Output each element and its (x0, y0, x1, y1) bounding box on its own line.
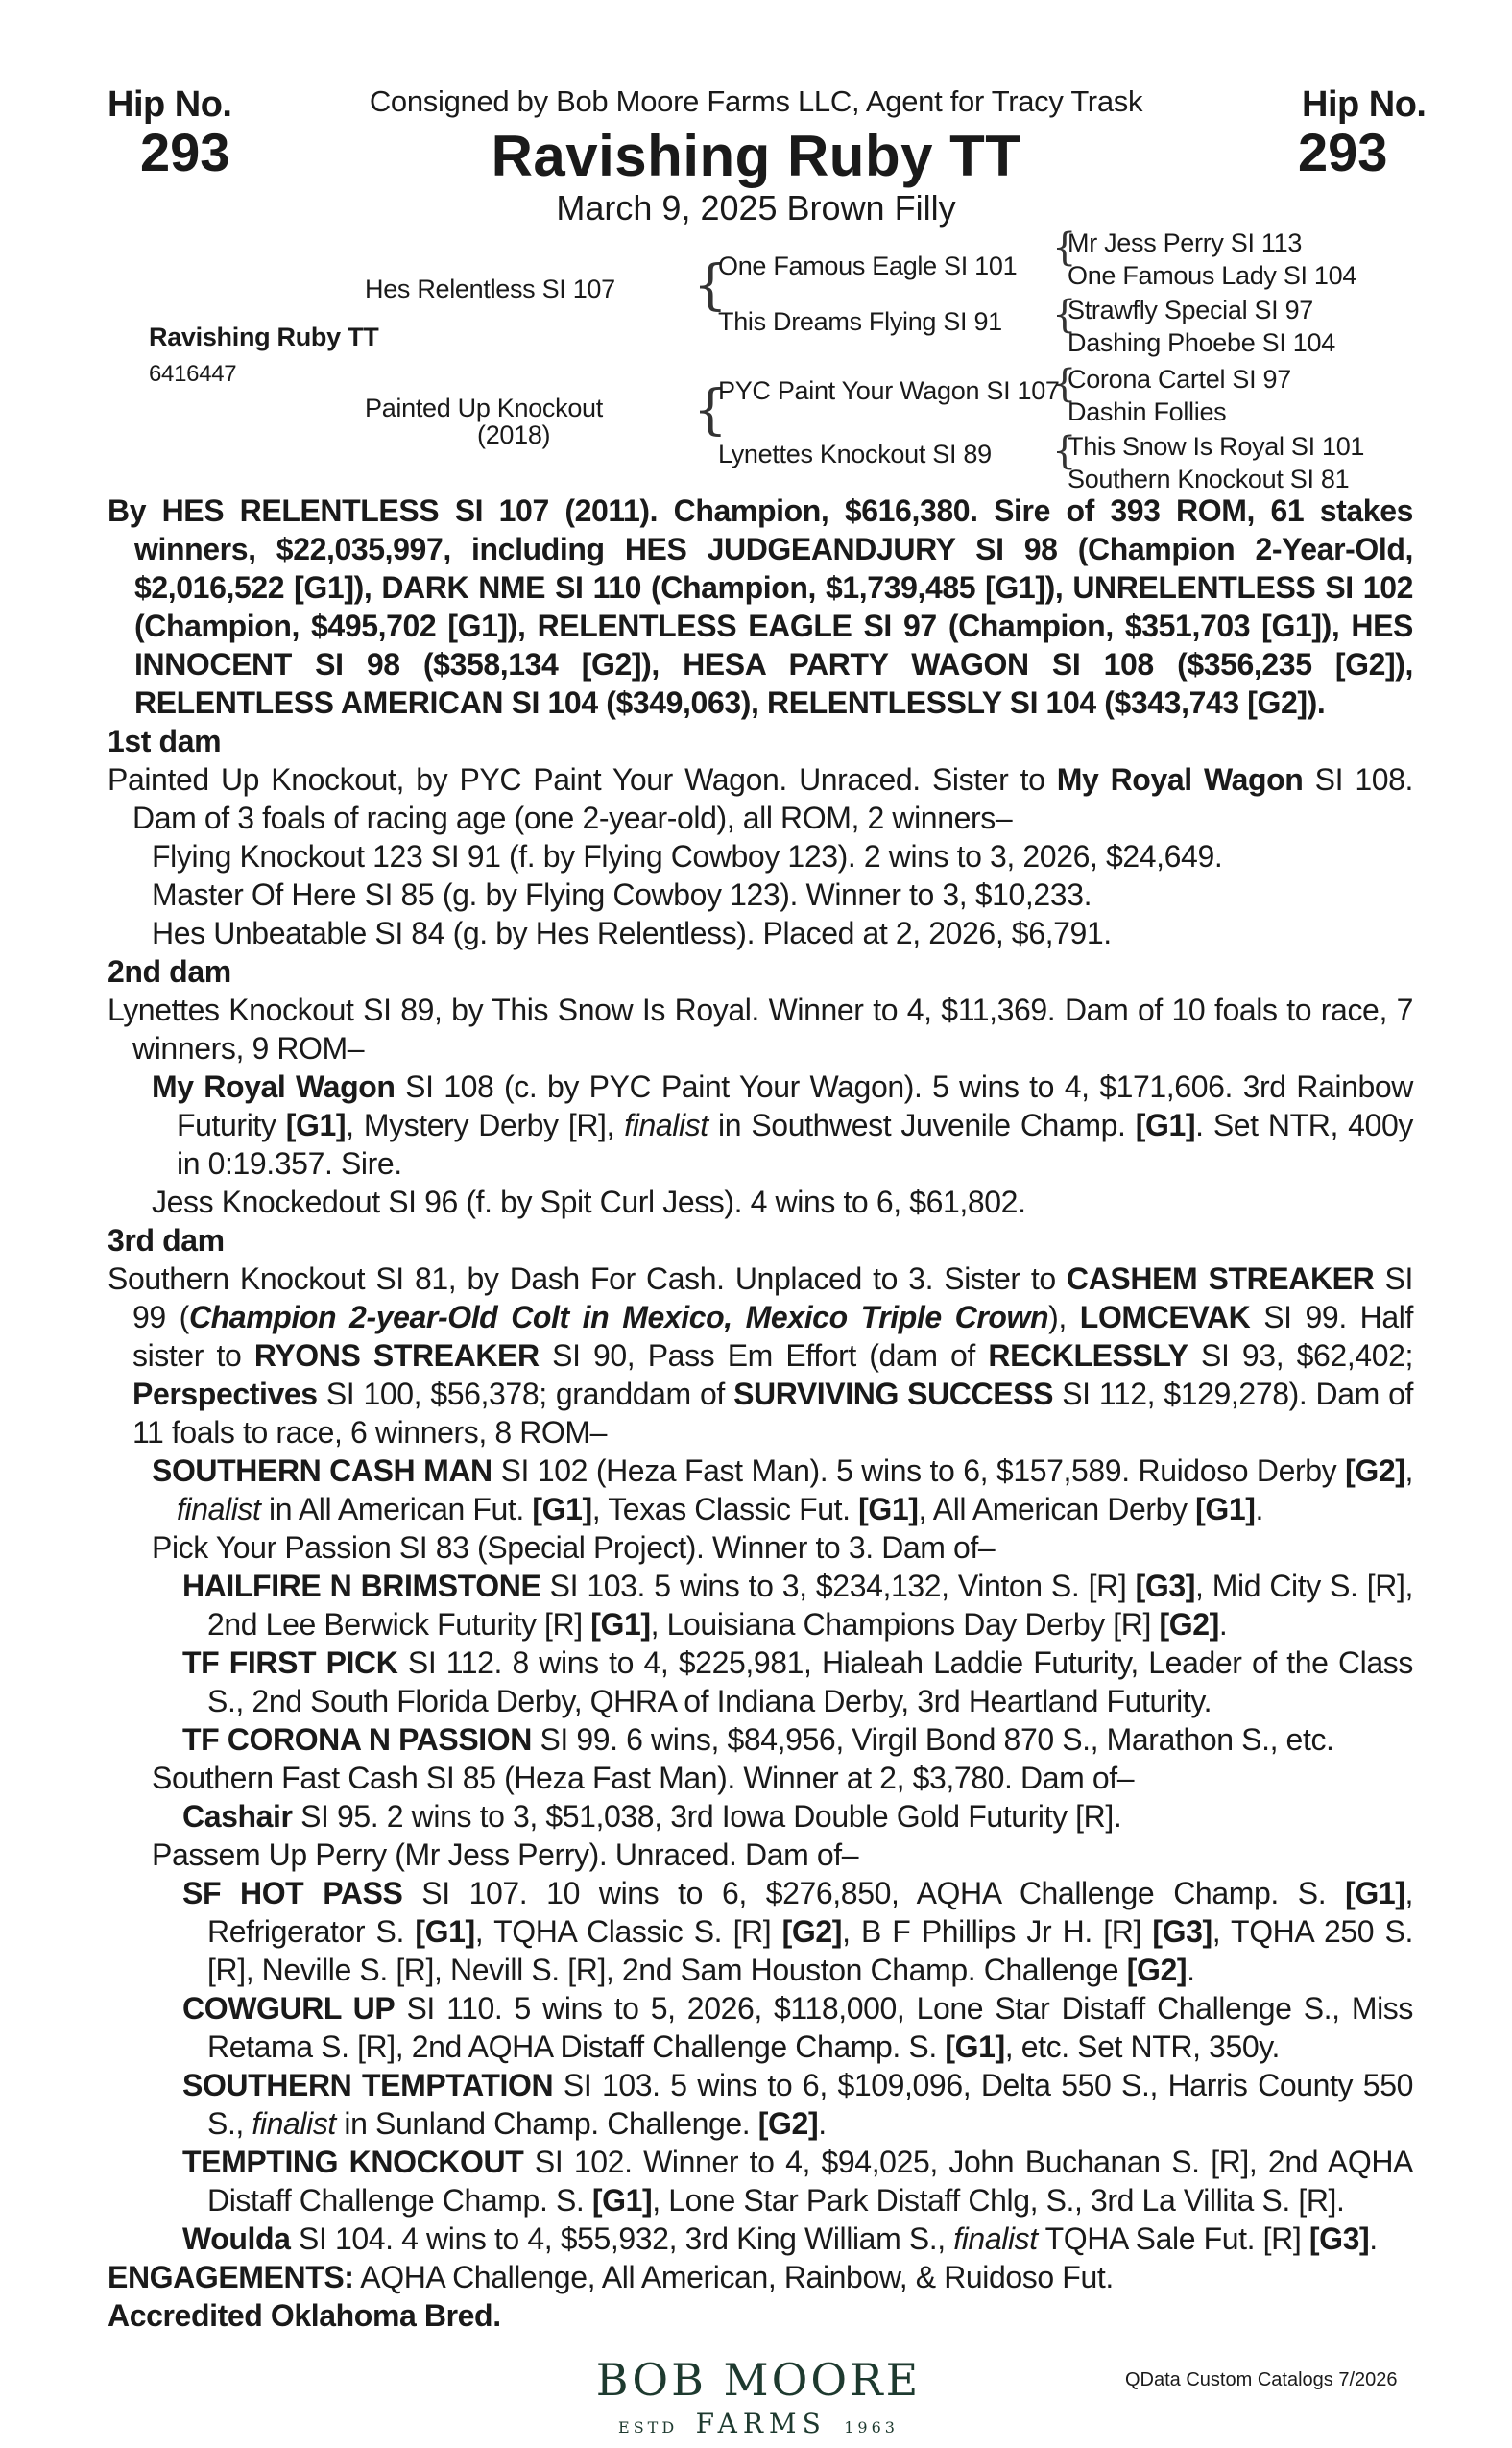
third-dam-paragraph: Southern Knockout SI 81, by Dash For Cash. Unplaced to 3. Sister to CASHEM STREAKER SI 99 (Champion 2-year-Old Colt in Mexico, Mexico Triple Crown), LOMCEVAK SI 99. Half sister to RYONS STREAKER SI 90, Pass Em Effort (dam of RECKLESSLY SI 93, $62,402; Perspectives SI 100, $56,378; granddam of SURVIVING SUCCESS SI 112, $129,278). Dam of 11 foals to race, 6 winners, 8 ROM– (108, 1261, 1413, 1450)
southern-temptation: SOUTHERN TEMPTATION SI 103. 5 wins to 6, $109,096, Delta 550 S., Harris County 550 S., finalist in Sunland Champ. Challenge. [G2]. (182, 2068, 1413, 2141)
pick-your-passion: Pick Your Passion SI 83 (Special Project). Winner to 3. Dam of– (152, 1530, 996, 1565)
hip-label-right: Hip No. (1302, 84, 1427, 125)
cowgurl-up: COWGURL UP SI 110. 5 wins to 5, 2026, $118,000, Lone Star Distaff Challenge S., Miss Retama S. [R], 2nd AQHA Distaff Challenge Champ. S. [G1], etc. Set NTR, 350y. (182, 1991, 1413, 2064)
accredited-line: Accredited Oklahoma Bred. (108, 2298, 501, 2333)
pedigree-g7: This Snow Is Royal SI 101 (1068, 432, 1365, 461)
hip-number-right: 293 (1298, 122, 1388, 182)
first-dam-heading: 1st dam (108, 724, 222, 758)
qdata-credit: QData Custom Catalogs 7/2026 (1125, 2369, 1398, 2390)
cashair: Cashair SI 95. 2 wins to 3, $51,038, 3rd Iowa Double Gold Futurity [R]. (182, 1799, 1122, 1834)
brace-g3: { (1052, 362, 1077, 406)
pedigree-g1: Mr Jess Perry SI 113 (1068, 228, 1303, 257)
brace-g2: { (1052, 293, 1077, 337)
first-dam-foal-2: Master Of Here SI 85 (g. by Flying Cowboy 123). Winner to 3, $10,233. (152, 877, 1092, 912)
pedigree-g4: Dashing Phoebe SI 104 (1068, 328, 1335, 357)
catalog-body (108, 492, 1413, 2335)
southern-fast-cash: Southern Fast Cash SI 85 (Heza Fast Man). Winner at 2, $3,780. Dam of– (152, 1761, 1135, 1795)
tf-corona-n-passion: TF CORONA N PASSION SI 99. 6 wins, $84,956, Virgil Bond 870 S., Marathon S., etc. (182, 1722, 1334, 1757)
woulda: Woulda SI 104. 4 wins to 4, $55,932, 3rd King William S., finalist TQHA Sale Fut. [R] [G3]. (182, 2221, 1378, 2256)
brace-sire: { (693, 254, 728, 317)
pedigree-g6: Dashin Follies (1068, 397, 1227, 426)
pedigree-dam-sire: PYC Paint Your Wagon SI 107 (718, 376, 1060, 405)
sf-hot-pass: SF HOT PASS SI 107. 10 wins to 6, $276,850, AQHA Challenge Champ. S. [G1], Refrigerator S. [G1], TQHA Classic S. [R] [G2], B F Phillips Jr H. [R] [G3], TQHA 250 S. [R], Neville S. [R], Nevill S. [R], 2nd Sam Houston Champ. Challenge [G2]. (182, 1876, 1413, 1987)
first-dam-paragraph: Painted Up Knockout, by PYC Paint Your Wagon. Unraced. Sister to My Royal Wagon SI 108. Dam of 3 foals of racing age (one 2-year-old), all ROM, 2 winners– (108, 762, 1413, 835)
brace-dam: { (693, 379, 728, 442)
pedigree-g3: Strawfly Special SI 97 (1068, 296, 1314, 324)
first-dam-foal-1: Flying Knockout 123 SI 91 (f. by Flying Cowboy 123). 2 wins to 3, 2026, $24,649. (152, 839, 1223, 874)
pedigree-g8: Southern Knockout SI 81 (1068, 465, 1350, 493)
tf-first-pick: TF FIRST PICK SI 112. 8 wins to 4, $225,981, Hialeah Laddie Futurity, Leader of the Class S., 2nd South Florida Derby, QHRA of Indiana Derby, 3rd Heartland Futurity. (182, 1645, 1413, 1718)
second-dam-royal-wagon: My Royal Wagon SI 108 (c. by PYC Paint Your Wagon). 5 wins to 4, $171,606. 3rd Rainbow Futurity [G1], Mystery Derby [R], finalist in Southwest Juvenile Champ. [G1]. Set NTR, 400y in 0:19.357. Sire. (152, 1069, 1414, 1181)
southern-cash-man: SOUTHERN CASH MAN SI 102 (Heza Fast Man). 5 wins to 6, $157,589. Ruidoso Derby [G2], finalist in All American Fut. [G1], Texas Classic Fut. [G1], All American Derby [G1]. (152, 1453, 1414, 1526)
pedigree-g2: One Famous Lady SI 104 (1068, 261, 1357, 290)
registration-number: 6416447 (149, 361, 237, 387)
horse-name-title: Ravishing Ruby TT (491, 124, 1021, 188)
second-dam-paragraph: Lynettes Knockout SI 89, by This Snow Is Royal. Winner to 4, $11,369. Dam of 10 foals to race, 7 winners, 9 ROM– (108, 993, 1413, 1066)
tempting-knockout: TEMPTING KNOCKOUT SI 102. Winner to 4, $94,025, John Buchanan S. [R], 2nd AQHA Distaff Challenge Champ. S. [G1], Lone Star Park Distaff Chlg, S., 3rd La Villita S. [R]. (182, 2145, 1413, 2218)
second-dam-heading: 2nd dam (108, 954, 231, 989)
bob-moore-farms-logo: BOB MOORE ESTD FARMS 1963 (538, 2354, 979, 2439)
pedigree-dam-year: (2018) (477, 420, 551, 449)
pedigree-g5: Corona Cartel SI 97 (1068, 365, 1291, 394)
consignor-line: Consigned by Bob Moore Farms LLC, Agent for Tracy Trask (369, 84, 1143, 118)
pedigree-sire-sire: One Famous Eagle SI 101 (718, 252, 1018, 280)
hip-number-left: 293 (140, 122, 230, 182)
second-dam-jess: Jess Knockedout SI 96 (f. by Spit Curl Jess). 4 wins to 6, $61,802. (152, 1185, 1026, 1219)
pedigree-sire-dam: This Dreams Flying SI 91 (718, 307, 1002, 336)
pedigree-dam-dam: Lynettes Knockout SI 89 (718, 440, 992, 468)
hip-label-left: Hip No. (108, 84, 232, 125)
logo-main-text: BOB MOORE (595, 2354, 922, 2406)
pedigree-subject: Ravishing Ruby TT (149, 323, 379, 351)
pedigree-dam: Painted Up Knockout (365, 394, 603, 422)
brace-g4: { (1052, 429, 1077, 473)
brace-g1: { (1052, 226, 1077, 270)
pedigree-sire: Hes Relentless SI 107 (365, 275, 615, 303)
hailfire-n-brimstone: HAILFIRE N BRIMSTONE SI 103. 5 wins to 3, $234,132, Vinton S. [R] [G3], Mid City S. [R], 2nd Lee Berwick Futurity [R] [G1], Louisiana Champions Day Derby [R] [G2]. (182, 1569, 1413, 1642)
foaling-info: March 9, 2025 Brown Filly (556, 188, 956, 228)
engagements: ENGAGEMENTS: AQHA Challenge, All American, Rainbow, & Ruidoso Fut. (108, 2260, 1114, 2294)
sire-paragraph: By HES RELENTLESS SI 107 (2011). Champion, $616,380. Sire of 393 ROM, 61 stakes winners, $22,035,997, including HES JUDGEANDJURY SI 98 (Champion 2-Year-Old, $2,016,522 [G1]), DARK NME SI 110 (Champion, $1,739,485 [G1]), UNRELENTLESS SI 102 (Champion, $495,702 [G1]), RELENTLESS EAGLE SI 97 (Champion, $351,703 [G1]), HES INNOCENT SI 98 ($358,134 [G2]), HESA PARTY WAGON SI 108 ($356,235 [G2]), RELENTLESS AMERICAN SI 104 ($349,063), RELENTLESSLY SI 104 ($343,743 [G2]). (108, 493, 1413, 720)
third-dam-heading: 3rd dam (108, 1223, 225, 1258)
first-dam-foal-3: Hes Unbeatable SI 84 (g. by Hes Relentless). Placed at 2, 2026, $6,791. (152, 916, 1112, 950)
passem-up-perry: Passem Up Perry (Mr Jess Perry). Unraced. Dam of– (152, 1837, 859, 1872)
